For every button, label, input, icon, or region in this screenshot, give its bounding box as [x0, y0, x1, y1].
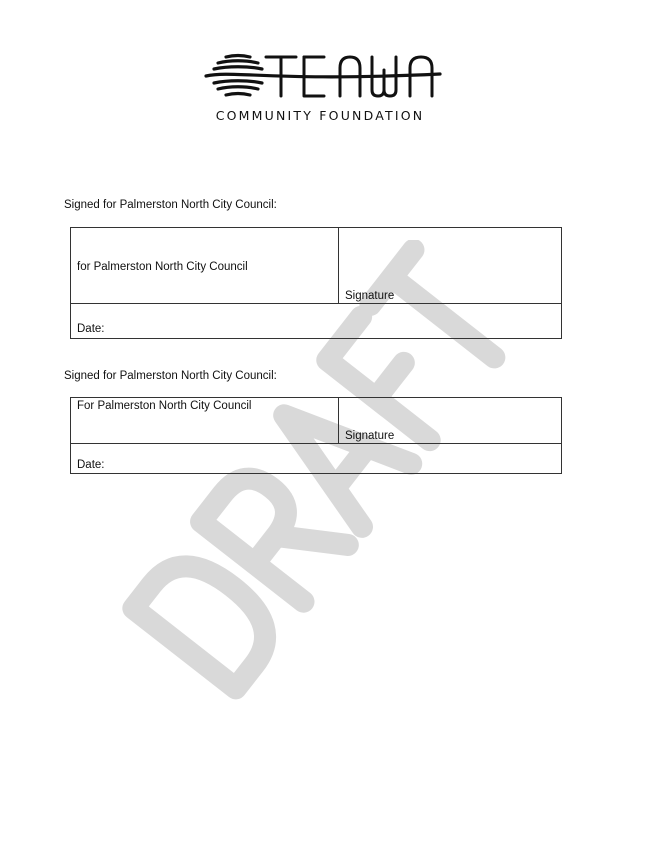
signatory-label: For Palmerston North City Council	[77, 400, 252, 412]
signature-table	[70, 227, 562, 339]
date-label: Date:	[77, 323, 105, 335]
signature-cell[interactable]	[339, 398, 561, 443]
date-cell[interactable]	[71, 444, 561, 473]
te-awa-logo-mark	[204, 50, 444, 102]
te-awa-logo	[204, 50, 444, 130]
date-row	[71, 304, 561, 338]
logo-subtitle: COMMUNITY FOUNDATION	[215, 108, 425, 123]
signatory-label: for Palmerston North City Council	[77, 261, 248, 273]
signature-label: Signature	[345, 430, 395, 442]
signing-heading: Signed for Palmerston North City Council:	[64, 199, 277, 211]
signatory-cell	[71, 398, 339, 443]
signatory-cell	[71, 228, 339, 303]
signature-cell[interactable]	[339, 228, 561, 303]
signature-row	[71, 228, 561, 304]
date-row	[71, 444, 561, 473]
signature-table	[70, 397, 562, 474]
date-cell[interactable]	[71, 304, 561, 338]
signature-label: Signature	[345, 290, 395, 302]
date-label: Date:	[77, 459, 105, 471]
signature-row	[71, 398, 561, 444]
signing-heading: Signed for Palmerston North City Council:	[64, 370, 277, 382]
